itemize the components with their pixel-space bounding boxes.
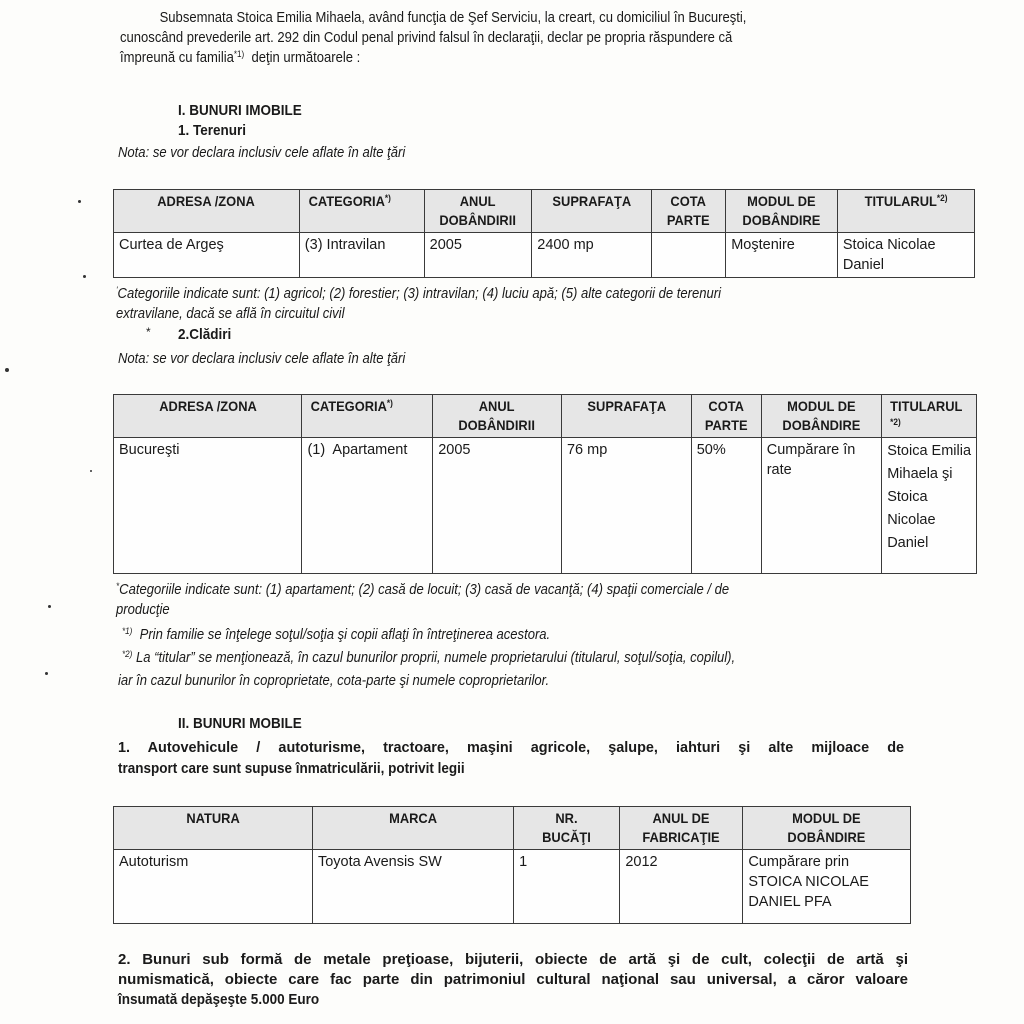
table-header-row: [114, 190, 975, 233]
intro-line-2: cunoscând prevederile art. 292 din Codul penal privind falsul în declaraţii, declar pe propria răspundere că: [120, 30, 733, 46]
col-header-natura: NATURA: [114, 807, 313, 850]
cell-natura: Autoturism: [114, 850, 313, 924]
cell-suprafata: 2400 mp: [532, 233, 652, 278]
col-header-adresa: ADRESA /ZONA: [114, 190, 300, 233]
subsection-bunuri-pretioase-line1: 2. Bunuri sub formă de metale preţioase, bijuterii, obiecte de artă şi de cult, colecţii de artă şi: [118, 951, 908, 968]
col-header-nr: NR. BUCĂŢI: [514, 807, 620, 850]
col-header-categoria: CATEGORIA*): [299, 190, 424, 233]
cell-modul: Cumpărare prin STOICA NICOLAE DANIEL PFA: [743, 850, 911, 924]
col-header-marca: MARCA: [312, 807, 513, 850]
cell-anul: 2012: [620, 850, 743, 924]
section-title-bunuri-mobile: II. BUNURI MOBILE: [178, 715, 302, 732]
subsection-autovehicule-line2: transport care sunt supuse înmatriculării, potrivit legii: [118, 760, 465, 777]
cell-suprafata: 76 mp: [561, 438, 691, 574]
stray-asterisk: *: [146, 325, 151, 339]
subsection-autovehicule-line1: 1. Autovehicule / autoturisme, tractoare, maşini agricole, şalupe, iahturi şi alte mijloace de: [118, 740, 905, 756]
note-terenuri: Nota: se vor declara inclusiv cele aflate în alte ţări: [118, 145, 406, 161]
col-header-adresa: ADRESA /ZONA: [114, 395, 302, 438]
cell-marca: Toyota Avensis SW: [312, 850, 513, 924]
col-header-modul: MODUL DE DOBÂNDIRE: [743, 807, 911, 850]
col-header-anul: ANUL DOBÂNDIRII: [433, 395, 562, 438]
col-header-anul: ANUL DOBÂNDIRII: [424, 190, 532, 233]
cell-adresa: Curtea de Argeş: [114, 233, 300, 278]
cell-adresa: Bucureşti: [114, 438, 302, 574]
cell-anul: 2005: [433, 438, 562, 574]
subsection-title-terenuri: 1. Terenuri: [178, 122, 247, 139]
col-header-cota: COTA PARTE: [691, 395, 761, 438]
cell-titular: Stoica Nicolae Daniel: [837, 233, 974, 278]
table-row: [114, 850, 911, 924]
scan-speck: [45, 672, 48, 675]
col-header-titular: TITULARUL $^{*2)}$: [882, 395, 977, 438]
table-header-row: [114, 395, 977, 438]
scan-speck: [83, 275, 86, 278]
footnote-titular: $^{*2)}$ La “titular” se menţionează, în cazul bunurilor proprii, numele proprietarului (titularul, soţul/soţia, copilul),: [122, 649, 736, 666]
cell-categoria: (3) Intravilan: [299, 233, 424, 278]
cell-modul: Moştenire: [726, 233, 838, 278]
subsection-title-cladiri: 2.Clădiri: [178, 326, 232, 343]
cell-cota: 50%: [691, 438, 761, 574]
col-header-titular: TITULARUL$^{*2)}$: [837, 190, 974, 233]
scan-speck: [90, 470, 92, 472]
footnote-familie: $^{*1)}$ Prin familie se înţelege soţul/soţia şi copii aflaţi în întreţinerea acestora.: [122, 626, 551, 643]
cladiri-table: [113, 394, 977, 574]
note-cladiri: Nota: se vor declara inclusiv cele aflate în alte ţări: [118, 351, 406, 367]
scan-speck: [78, 200, 81, 203]
cell-modul: Cumpărare în rate: [761, 438, 881, 574]
col-header-modul: MODUL DE DOBÂNDIRE: [726, 190, 838, 233]
footnote-ref: *1): [233, 49, 245, 59]
terenuri-table: [113, 189, 975, 278]
footnote-categorii-cladiri: *Categoriile indicate sunt: (1) apartament; (2) casă de locuit; (3) casă de vacanţă; (4) spaţii comerciale / de producţie: [116, 581, 730, 618]
footnote-titular-line2: iar în cazul bunurilor în coproprietate, cota-parte şi numele coproprietarilor.: [118, 673, 550, 689]
table-row: [114, 438, 977, 574]
intro-line-3: împreună cu familia$^{*1)}$ deţin următoarele :: [120, 49, 361, 66]
cell-titular: Stoica Emilia Mihaela şi Stoica Nicolae Daniel: [882, 438, 977, 574]
scan-speck: [5, 368, 9, 372]
subsection-bunuri-pretioase-line3: însumată depăşeşte 5.000 Euro: [118, 991, 320, 1008]
col-header-suprafata: SUPRAFAŢA: [532, 190, 652, 233]
col-header-cota: COTA PARTE: [652, 190, 726, 233]
autovehicule-table: [113, 806, 911, 924]
declaration-intro: [120, 8, 980, 68]
col-header-modul: MODUL DE DOBÂNDIRE: [761, 395, 881, 438]
table-row: [114, 233, 975, 278]
col-header-anul-fabricatie: ANUL DE FABRICAŢIE: [620, 807, 743, 850]
section-title-bunuri-imobile: I. BUNURI IMOBILE: [178, 102, 302, 119]
footnote-categorii-terenuri: 'Categoriile indicate sunt: (1) agricol; (2) forestier; (3) intravilan; (4) luciu apă; (5) alte categorii de terenuri extravilane, dacă se află în circuitul civil: [116, 285, 722, 322]
table-header-row: [114, 807, 911, 850]
col-header-suprafata: SUPRAFAŢA: [561, 395, 691, 438]
cell-categoria: (1) Apartament: [302, 438, 433, 574]
cell-cota: [652, 233, 726, 278]
intro-line-1: Subsemnata Stoica Emilia Mihaela, având funcţia de Şef Serviciu, la creart, cu domiciliul în Bucureşti,: [159, 10, 747, 26]
scan-speck: [48, 605, 51, 608]
cell-nr: 1: [514, 850, 620, 924]
col-header-categoria: CATEGORIA*): [302, 395, 433, 438]
cell-anul: 2005: [424, 233, 532, 278]
subsection-bunuri-pretioase-line2: numismatică, obiecte care fac parte din patrimoniul cultural naţional sau universal, a căror valoare: [118, 971, 908, 988]
